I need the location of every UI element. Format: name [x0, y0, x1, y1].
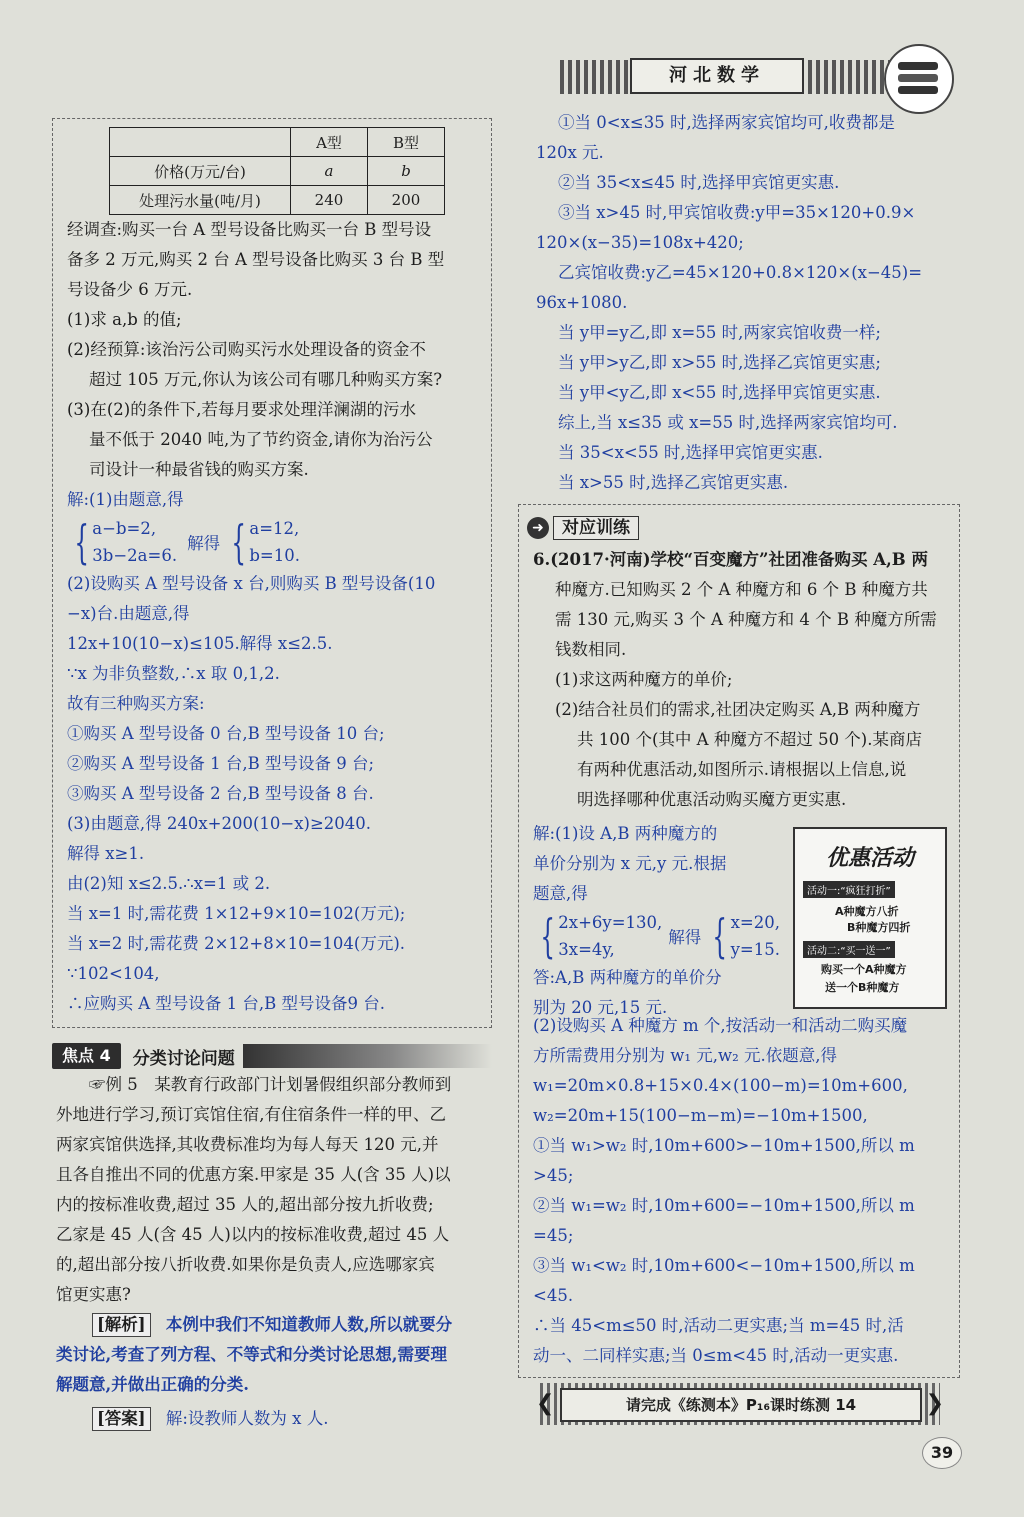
solution-line: ③购买 A 型号设备 2 台,B 型号设备 8 台.: [67, 784, 374, 803]
question-line: (1)求这两种魔方的单价;: [555, 670, 733, 689]
solution-line: 当 y甲<y乙,即 x<55 时,选择甲宾馆更实惠.: [558, 383, 881, 402]
example-line: 乙家是 45 人(含 45 人)以内的按标准收费,超过 45 人: [56, 1225, 450, 1244]
analysis-text: 本例中我们不知道教师人数,所以就要分: [165, 1315, 453, 1334]
focus-heading: [52, 1042, 492, 1070]
equation: a=12,: [249, 519, 300, 538]
solution-line: ∴应购买 A 型号设备 1 台,B 型号设备9 台.: [67, 994, 385, 1013]
equation: 3b−2a=6.: [92, 546, 178, 565]
solution-line: ∵102<104,: [67, 964, 160, 983]
promo-text: B种魔方四折: [847, 921, 911, 934]
problem-line: 经调查:购买一台 A 型号设备比购买一台 B 型号设: [67, 220, 432, 239]
table-row: [110, 128, 445, 157]
equation: a−b=2,: [92, 519, 157, 538]
solution-line: <45.: [533, 1286, 574, 1305]
equation: y=15.: [730, 940, 780, 959]
problem-line: 号设备少 6 万元.: [67, 280, 193, 299]
solution-line: >45;: [533, 1166, 574, 1185]
solution-line: ①购买 A 型号设备 0 台,B 型号设备 10 台;: [67, 724, 385, 743]
problem-line: 备多 2 万元,购买 2 台 A 型号设备比购买 3 台 B 型: [67, 250, 445, 269]
analysis-line: 解题意,并做出正确的分类.: [56, 1375, 249, 1394]
question-line: 有两种优惠活动,如图所示.请根据以上信息,说: [577, 760, 907, 779]
books-icon: [884, 44, 954, 114]
example-block: [52, 1070, 492, 1434]
solution-line: w₁=20m×0.8+15×0.4×(100−m)=10m+600,: [533, 1076, 908, 1095]
page-number: 39: [922, 1437, 962, 1469]
answer-line: [56, 1404, 492, 1434]
table-cell: [110, 128, 291, 157]
table-cell: 处理污水量(吨/月): [110, 186, 291, 215]
solution-line: 乙宾馆收费:y乙=45×120+0.8×120×(x−45)=: [558, 263, 923, 282]
question-2: (2)经预算:该治污公司购买污水处理设备的资金不: [67, 340, 426, 359]
footer-banner: [536, 1383, 944, 1425]
solution-line: 当 35<x<55 时,选择甲宾馆更实惠.: [558, 443, 823, 462]
footer-text: 请完成《练测本》P₁₆课时练测 14: [560, 1388, 922, 1422]
promo-text: 送一个B种魔方: [825, 981, 900, 994]
solution-line: (2)设购买 A 种魔方 m 个,按活动一和活动二购买魔: [533, 1016, 908, 1035]
analysis-tag: [解析]: [92, 1313, 151, 1337]
solution-line: ②当 w₁=w₂ 时,10m+600=−10m+1500,所以 m: [533, 1196, 915, 1215]
solution-line: 解得 x≥1.: [67, 844, 145, 863]
solution-line: ∴当 45<m≤50 时,活动二更实惠;当 m=45 时,活: [533, 1316, 904, 1335]
left-column: [52, 118, 492, 1434]
solution-line: 12x+10(10−x)≤105.解得 x≤2.5.: [67, 634, 333, 653]
focus-title: 分类讨论问题: [132, 1048, 235, 1069]
equation: b=10.: [249, 546, 300, 565]
solution-line: 96x+1080.: [536, 293, 628, 312]
spec-table: [109, 127, 445, 215]
table-cell: A型: [291, 128, 368, 157]
solution-line: 题意,得: [533, 884, 588, 903]
continuation-block: [518, 108, 960, 498]
question-line: 钱数相同.: [555, 640, 627, 659]
solution-line: 当 y甲>y乙,即 x>55 时,选择乙宾馆更实惠;: [558, 353, 881, 372]
solution-line: 由(2)知 x≤2.5.∴x=1 或 2.: [67, 874, 271, 893]
solution-line: 当 x>55 时,选择乙宾馆更实惠.: [558, 473, 789, 492]
solution-line: 动一、二同样实惠;当 0≤m<45 时,活动一更实惠.: [533, 1346, 899, 1365]
question-2-cont: 超过 105 万元,你认为该公司有哪几种购买方案?: [89, 370, 443, 389]
solution-line: 答:A,B 两种魔方的单价分: [533, 968, 722, 987]
solution-line: 方所需费用分别为 w₁ 元,w₂ 元.依题意,得: [533, 1046, 837, 1065]
solution-line: 当 y甲=y乙,即 x=55 时,两家宾馆收费一样;: [558, 323, 881, 342]
header: [560, 54, 990, 98]
solution-line: 别为 20 元,15 元.: [533, 998, 668, 1017]
solution-head: 解:(1)由题意,得: [67, 490, 184, 509]
analysis-line: [56, 1310, 492, 1340]
solution-line: ∵x 为非负整数,∴x 取 0,1,2.: [67, 664, 280, 683]
analysis-line: 类讨论,考查了列方程、不等式和分类讨论思想,需要理: [56, 1345, 447, 1364]
solution-line: ②购买 A 型号设备 1 台,B 型号设备 9 台;: [67, 754, 375, 773]
table-cell: 200: [368, 186, 445, 215]
solution-line: ①当 0<x≤35 时,选择两家宾馆均可,收费都是: [558, 113, 895, 132]
table-cell: b: [368, 157, 445, 186]
solution-line: ①当 w₁>w₂ 时,10m+600>−10m+1500,所以 m: [533, 1136, 915, 1155]
arrow-icon: ➜: [527, 517, 549, 539]
question-3-cont: 司设计一种最省钱的购买方案.: [89, 460, 309, 479]
equation: 3x=4y,: [558, 940, 615, 959]
solve-label: 解得: [668, 928, 702, 947]
question-line: 种魔方.已知购买 2 个 A 种魔方和 6 个 B 种魔方共: [555, 580, 928, 599]
solution-line: ③当 w₁<w₂ 时,10m+600<−10m+1500,所以 m: [533, 1256, 915, 1275]
question-line: 需 130 元,购买 3 个 A 种魔方和 4 个 B 种魔方所需: [555, 610, 937, 629]
example-line: 外地进行学习,预订宾馆住宿,有住宿条件一样的甲、乙: [56, 1105, 446, 1124]
question-3: (3)在(2)的条件下,若每月要求处理洋澜湖的污水: [67, 400, 416, 419]
training-label: 对应训练: [553, 516, 639, 540]
solution-line: (3)由题意,得 240x+200(10−x)≥2040.: [67, 814, 372, 833]
solution-line: 解:(1)设 A,B 两种魔方的: [533, 824, 718, 843]
right-column: [518, 108, 960, 1378]
solution-line: 120×(x−35)=108x+420;: [536, 233, 744, 252]
question-3-cont: 量不低于 2040 吨,为了节约资金,请你为治污公: [89, 430, 433, 449]
question-line: (2)结合社员们的需求,社团决定购买 A,B 两种魔方: [555, 700, 921, 719]
solution-line: 单价分别为 x 元,y 元.根据: [533, 854, 727, 873]
example-line: 两家宾馆供选择,其收费标准均为每人每天 120 元,并: [56, 1135, 439, 1154]
training-heading: [527, 515, 953, 541]
promo-label: 活动二:“买一送一”: [803, 941, 895, 958]
question-1: (1)求 a,b 的值;: [67, 310, 182, 329]
example-line: 且各自推出不同的优惠方案.甲家是 35 人(含 35 人)以: [56, 1165, 451, 1184]
solve-label: 解得: [187, 534, 221, 553]
question-line: 共 100 个(其中 A 种魔方不超过 50 个).某商店: [577, 730, 922, 749]
solution-line: ②当 35<x≤45 时,选择甲宾馆更实惠.: [558, 173, 840, 192]
table-cell: a: [291, 157, 368, 186]
promo-label: 活动一:“疯狂打折”: [803, 881, 895, 898]
solution-with-figure: [533, 819, 953, 1017]
equation: 2x+6y=130,: [558, 913, 663, 932]
table-cell: 价格(万元/台): [110, 157, 291, 186]
focus-bar: [243, 1044, 492, 1068]
promo-text: A种魔方八折: [835, 905, 899, 918]
promo-text: 购买一个A种魔方: [821, 963, 907, 976]
solution-line: =45;: [533, 1226, 574, 1245]
arrow-left-icon: ❮: [536, 1391, 555, 1416]
example-line: 的,超出部分按八折收费.如果你是负责人,应选哪家宾: [56, 1255, 435, 1274]
solution-line: 综上,当 x≤35 或 x=55 时,选择两家宾馆均可.: [558, 413, 898, 432]
training-box: [518, 504, 960, 1378]
arrow-right-icon: ❯: [925, 1391, 944, 1416]
header-title: 河北数学: [630, 58, 804, 94]
example-line: ☞例 5 某教育行政部门计划暑假组织部分教师到: [89, 1075, 452, 1094]
answer-text: 解:设教师人数为 x 人.: [165, 1409, 329, 1428]
equation-system: { a−b=2, 3b−2a=6. 解得 { a=12, b=10.: [74, 515, 300, 569]
problem-box: [52, 118, 492, 1028]
answer-tag: [答案]: [92, 1407, 151, 1431]
table-row: [110, 157, 445, 186]
solution-line: 120x 元.: [536, 143, 604, 162]
solution-line: −x)台.由题意,得: [67, 604, 190, 623]
solution-line: ③当 x>45 时,甲宾馆收费:y甲=35×120+0.9×: [558, 203, 916, 222]
solution-line: (2)设购买 A 型号设备 x 台,则购买 B 型号设备(10: [67, 574, 436, 593]
equation: x=20,: [730, 913, 780, 932]
table-row: [110, 186, 445, 215]
table-cell: 240: [291, 186, 368, 215]
question-line: 明选择哪种优惠活动购买魔方更实惠.: [577, 790, 847, 809]
example-line: 内的按标准收费,超过 35 人的,超出部分按九折收费;: [56, 1195, 434, 1214]
promo-figure: [793, 827, 947, 1009]
solution-line: w₂=20m+15(100−m−m)=−10m+1500,: [533, 1106, 868, 1125]
solution-line: 当 x=2 时,需花费 2×12+8×10=104(万元).: [67, 934, 406, 953]
focus-tag: 焦点 4: [52, 1043, 121, 1069]
question-6: 6.(2017·河南)学校“百变魔方”社团准备购买 A,B 两: [533, 550, 928, 569]
table-cell: B型: [368, 128, 445, 157]
equation-system: { 2x+6y=130, 3x=4y, 解得 { x=20, y=15.: [540, 909, 780, 963]
solution-line: 故有三种购买方案:: [67, 694, 205, 713]
solution-line: 当 x=1 时,需花费 1×12+9×10=102(万元);: [67, 904, 406, 923]
example-line: 馆更实惠?: [56, 1285, 131, 1304]
promo-title: 优惠活动: [825, 845, 914, 871]
